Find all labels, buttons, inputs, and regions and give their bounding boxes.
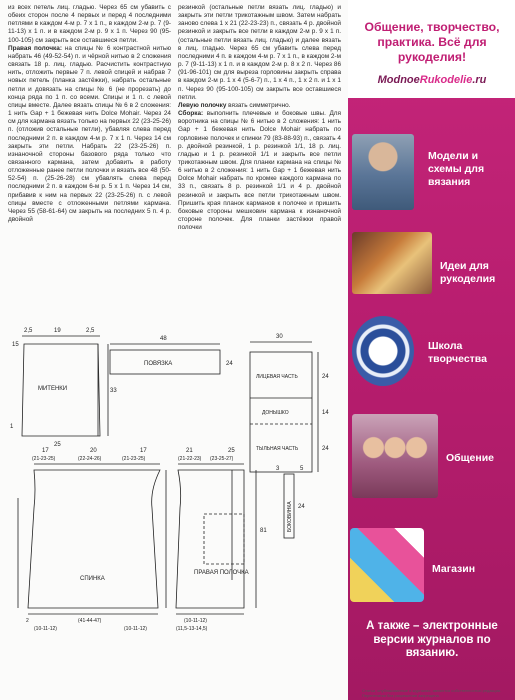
svg-text:21: 21 (186, 448, 193, 454)
svg-text:(10-11-12): (10-11-12) (34, 626, 57, 632)
svg-text:(23-25-27): (23-25-27) (210, 456, 234, 462)
painting-hands-photo (352, 316, 414, 386)
col1-paragraph-2: Правая полочка: на спицы № 6 контрастной нитью набрать 46 (49-52-54) п. и чёрной нитью в 2 сложения связать 18 р. лиц. гладью. Расчистить контрастную нить, отложить первые 7 п. левой спицей и набрав 7 новых петель (планка застёжки), набрать остальные петли и довязать на спицы № 6 (не прорезать) до конца ряда по 1 п. со всеми. Спицы и 1 п. с левой спицы вместе. Далее вязать спицы № 6 в 2 сложения: 1 нить Gap + 1 бежевая нить Dolce Mohair. Через 24 см для кармана вязать только на первых 22 (23-25-26) п. (отложив остальные петли), убавляя слева перед последними 2 п. в каждом 4-м р. 7 х 1 п. Через 14 см закрыть эти петли. Набрать 22 (23-25-26) п. изнаночной стороны базового ряда только что связанного кармана, затем добавить в работу отложенные ранее петли полочки и вязать все 48 (50-52-54) п. (25-26-28) см убавлять слева перед последними 2 п. в каждом 6-м р. 5 х 1 п. Через 14 см, прибавив к ним на первых 22 (23-25-26) п. с левой спицы вместе с отложенными петлями кармана. Через 55 (58-61-64) см закрыть на последних 5 п. 4 р. двойной (8, 44, 171, 224)
svg-text:2,5: 2,5 (24, 328, 33, 334)
knitting-model-photo (352, 134, 414, 210)
svg-text:(21-23-25): (21-23-25) (122, 456, 146, 462)
pocket-front-label: ЛИЦЕВАЯ ЧАСТЬ (256, 374, 298, 380)
e-journals-note: А также – электронные версии журналов по вязанию. (366, 620, 498, 659)
svg-text:25: 25 (228, 448, 235, 454)
headband-label: ПОВЯЗКА (144, 361, 173, 367)
right-front-heading: Правая полочка: (8, 44, 62, 52)
svg-text:81: 81 (260, 528, 267, 534)
assembly-heading: Сборка: (178, 110, 204, 118)
col2-paragraph-1: резинкой (остальные петли вязать лиц. гладью) и закрыть эти петли трикотажным швом. Затем набрать заново слева 1 х 21 (22-23-23) п., связать 4 р. двойной резинкой и закрыть все петли в каждом 2-м р. 9 х 1 п. (остальные петли вязать лиц. гладью) и далее вязать в лиц. гладью. Через 65 см убавить слева перед последними 4 п. в каждом 4-м р. 7 х 1 п., в каждом 2-м р. 7 (9-11-13) х 1 п. и в каждом 2-м р. 8 х 2 п. Через 86 (91-96-101) см для выреза горловины закрыть справа в каждом 2-м р. 1 х 4 (5-6-7) п., 1 х 4 п., 1 х 2 п. и 1 х 1 п. Через 90 (95-100-105) см закрыть все оставшиеся петли. (178, 4, 341, 101)
svg-text:(41-44-47): (41-44-47) (78, 618, 102, 624)
back-label: СПИНКА (80, 576, 105, 582)
svg-text:3: 3 (276, 466, 280, 472)
mitten-label: МИТЕНКИ (38, 386, 68, 392)
pocket-back-label: ТЫЛЬНАЯ ЧАСТЬ (256, 446, 299, 452)
svg-text:5: 5 (300, 466, 304, 472)
shopping-bags-photo (350, 528, 424, 602)
legal-footer: Статьи, опубликованные в журналах, являются собственностью редакции. Перепечатка без разрешения запрещена. (362, 688, 502, 698)
slogan: Общение, творчество, практика. Всё для рукоделия! (364, 20, 500, 64)
menu-item-communication[interactable]: Общение (446, 452, 494, 464)
left-front-heading: Левую полочку (178, 101, 227, 109)
dolls-photo (352, 414, 438, 498)
site-link[interactable]: ModnoeRukodelie.ru (377, 74, 487, 86)
col1-paragraph-1: из всех петель лиц. гладью. Через 65 см убавить с обеих сторон после 4 первых и перед 4 последними петлями в каждом 4-м р. 7 х 1 п., в каждом 2-м р. 7 (9-11-13) х 1 п. и в каждом 2-м р. 9 х 1 п. Через 90 (95-100-105) см закрыть все оставшиеся петли. (8, 4, 171, 44)
back-shape (28, 470, 160, 608)
col2-paragraph-3: Сборка: выполнить плечевые и боковые швы. Для воротника на спицы № 6 нитью в 2 сложения: 1 нить Gap + 1 бежевая нить Dolce Mohair набрать по горловине полочек и спинки 79 (83-88-93) п., связать 4 р. двойной резинкой, 1 р. резинкой 1/1, 18 р. лиц. гладью и 1 р. резинкой 1/1 и закрыть все петли трикотажным швом. Для планки кармана на спицы № 6 нитью в 2 сложения: 1 нить Gap + 1 бежевая нить Dolce Mohair набрать по кромке каждого кармана по 33 п., связать 8 р. резинкой 1/1 и 4 р. двойной резинкой и закрыть все петли трикотажным швом. Пришить края планок карманов к полочке и пришить боковые стороны мешковин кармана к изнаночной стороне полочек. Для планки застёжки правой полочки (178, 110, 341, 232)
svg-text:17: 17 (140, 448, 147, 454)
svg-text:(10-11-12): (10-11-12) (124, 626, 147, 632)
menu-item-creative-school[interactable]: Школа творчества (428, 340, 487, 365)
svg-text:(11,5-13-14,5): (11,5-13-14,5) (176, 626, 208, 632)
svg-text:1: 1 (10, 424, 14, 430)
svg-text:2,5: 2,5 (86, 328, 95, 334)
menu-item-knitting-models[interactable]: Модели и схемы для вязания (428, 150, 485, 188)
pattern-diagrams (0, 318, 348, 700)
svg-text:(21-23-25): (21-23-25) (32, 456, 56, 462)
menu-item-shop[interactable]: Магазин (432, 563, 476, 575)
svg-text:17: 17 (42, 448, 49, 454)
craft-ideas-photo (352, 232, 432, 294)
svg-text:20: 20 (90, 448, 97, 454)
front-label-1: ПРАВАЯ ПОЛОЧКА (194, 570, 249, 576)
promo-sidebar (348, 0, 515, 700)
svg-text:(10-11-12): (10-11-12) (184, 618, 207, 624)
svg-text:14: 14 (322, 410, 329, 416)
svg-text:24: 24 (226, 361, 233, 367)
strap-label: БОКОВИНКА (287, 501, 293, 532)
svg-text:(21-22-23): (21-22-23) (178, 456, 202, 462)
svg-text:2: 2 (26, 618, 29, 624)
svg-text:15: 15 (12, 342, 19, 348)
svg-text:24: 24 (322, 446, 329, 452)
svg-text:33: 33 (110, 388, 117, 394)
svg-text:48: 48 (160, 336, 167, 342)
svg-text:25: 25 (54, 442, 61, 448)
front-shape (176, 470, 244, 608)
promo-header (348, 0, 515, 98)
svg-text:30: 30 (276, 334, 283, 340)
svg-text:24: 24 (322, 374, 329, 380)
instructions-column-1 (8, 4, 171, 224)
instructions-column-2 (178, 4, 341, 232)
pocket-bottom-label: ДОНЫШКО (262, 410, 289, 416)
svg-text:(22-24-26): (22-24-26) (78, 456, 102, 462)
menu-item-craft-ideas[interactable]: Идеи для рукоделия (440, 260, 496, 285)
svg-text:19: 19 (54, 328, 61, 334)
col2-paragraph-2: Левую полочку вязать симметрично. (178, 101, 291, 109)
svg-text:24: 24 (298, 504, 305, 510)
